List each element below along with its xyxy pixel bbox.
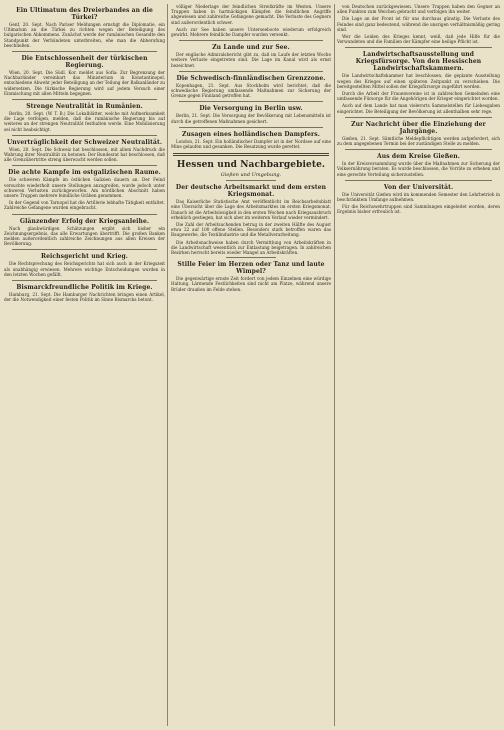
article-headline: Ein Ultimatum des Dreierbandes an die Türkei? bbox=[16, 7, 153, 21]
article-paragraph: Die Universität Gießen wird im kommenden Semester den Lehrbetrieb in beschränktem Umfange aufnehmen. bbox=[337, 191, 500, 203]
article-separator bbox=[345, 117, 492, 118]
article-paragraph: Das Kaiserliche Statistische Amt veröffentlicht im Reichsarbeitsblatt eine Übersicht über die Lage des Arbeitsmarktes im ersten Kriegsmonat. Danach ist die Arbeitslosigkeit in den ersten Wochen nach Kriegsausbruch erheblich gestiegen, hat sich aber im weiteren Verlauf wieder vermindert. bbox=[171, 199, 331, 220]
article-separator bbox=[226, 180, 276, 181]
article-paragraph: Nach glaubwürdigen Schätzungen ergibt sich bisher ein Zeichnungsergebnis, das alle Erwartungen übertrifft. Die großen Banken melden außerordentlich zahlreiche Zeichnungen aus allen Kreisen der Bevölkerung. bbox=[4, 225, 165, 247]
article-paragraph: Die Arbeitsnachweise haben durch Vermittlung von Arbeitskräften in die Landwirtschaft wesentlich zur Entlastung beigetragen. In zahlreichen Bezirken herrscht bereits wieder Mangel an Arbeitskräften. bbox=[171, 239, 331, 256]
article-paragraph: Auch zur See haben unsere Unterseeboote wiederum erfolgreich gewirkt. Mehrere feindliche Dampfer wurden versenkt. bbox=[171, 26, 331, 38]
article-separator bbox=[179, 101, 323, 102]
column-2 bbox=[171, 4, 331, 726]
article-paragraph: Der englische Admiralsbericht gibt zu, daß im Laufe der letzten Woche weitere Verluste eingetreten sind. Die Lage im Kanal wird als ernst bezeichnet. bbox=[171, 52, 331, 68]
article-paragraph: Die Landwirtschaftskammer hat beschlossen, die geplante Ausstellung wegen des Krieges auf einen späteren Zeitpunkt zu verschieben. Die bereitgestellten Mittel sollen der Kriegsfürsorge zugeführt werden. bbox=[337, 73, 500, 89]
article-paragraph: Hamburg, 21. Sept. Die Hamburger Nachrichten bringen einen Artikel, der die Notwendigkeit einer festen Politik im Sinne Bismarcks betont. bbox=[4, 292, 165, 303]
section-separator bbox=[173, 153, 329, 156]
article-paragraph: Die Lage an der Front ist für uns durchaus günstig. Die Verluste des Feindes sind ganz bedeutend, während die unsrigen verhältnismäßig gering sind. bbox=[337, 16, 500, 32]
section-headline: Hessen und Nachbargebiete. bbox=[176, 160, 326, 171]
article-headline: Die Entschlossenheit der türkischen Regierung. bbox=[21, 55, 148, 70]
article-separator bbox=[179, 127, 323, 128]
article-headline: Von der Universität. bbox=[383, 183, 454, 191]
article-paragraph: von Deutschen zurückgewiesen. Unsere Truppen haben den Gegner an allen Punkten zum Weichen gebracht und verfolgen ihn weiter. bbox=[337, 4, 500, 15]
article-paragraph: Kopenhagen, 21. Sept. Aus Stockholm wird berichtet, daß die schwedische Regierung umfassende Maßnahmen zur Sicherung der Grenze gegen Finnland getroffen hat. bbox=[171, 82, 331, 99]
article-paragraph: In der Gegend von Tarnopol hat die Artillerie lebhafte Tätigkeit entfaltet. Zahlreiche Gefangene wurden eingebracht. bbox=[4, 200, 165, 211]
section-subheadline: Gießen und Umgebung. bbox=[220, 172, 282, 179]
article-paragraph: Genf, 20. Sept. Nach Pariser Meldungen ernstigt die Diplomatie, ein Ultimatum an die Türkei zu richten wegen der Beteiligung des bulgarischen Abkommens. Zunächst werde der rumänischen Gesandte den Standpunkt der Verbündeten unterbreiten, ehe man die Abberufung beschließen. bbox=[4, 22, 165, 48]
article-headline: Aus dem Kreise Gießen. bbox=[377, 153, 460, 161]
article-paragraph: Durch die Arbeit der Frauenvereine ist in zahlreichen Gemeinden eine umfassende Fürsorge für die Angehörigen der Krieger eingerichtet worden. bbox=[337, 91, 500, 102]
column-rule bbox=[334, 4, 335, 726]
article-paragraph: Auch auf dem Lande hat man vielerorts Sammelstellen für Liebesgaben eingerichtet. Die Beteiligung der Bevölkerung ist allenthalben sehr rege. bbox=[337, 103, 500, 114]
article-separator bbox=[12, 99, 157, 100]
article-separator bbox=[345, 47, 492, 48]
article-paragraph: London, 21. Sept. Ein holländischer Dampfer ist in der Nordsee auf eine Mine gelaufen und gesunken. Die Besatzung wurde gerettet. bbox=[171, 138, 331, 150]
article-headline: Der deutsche Arbeitsmarkt und dem ersten Kriegsmonat. bbox=[175, 184, 327, 199]
article-paragraph: Berlin, 21. Sept. Die Versorgung der Bevölkerung mit Lebensmitteln ist durch die getroffenen Maßnahmen gesichert. bbox=[171, 113, 331, 124]
article-headline: Die Versorgung in Berlin usw. bbox=[199, 105, 303, 113]
article-paragraph: In der Kreisversammlung wurde über die Maßnahmen zur Sicherung der Volksernährung beraten. Es wurde beschlossen, die Vorräte zu erheben und eine gerechte Verteilung sicherzustellen. bbox=[337, 161, 500, 177]
article-headline: Bismarckfreundliche Politik im Kriege. bbox=[16, 284, 153, 292]
article-headline: Landwirtschaftsausstellung und Kriegsfürsorge. Von den Hessischen Landwirtschaftskammern. bbox=[355, 51, 482, 73]
article-paragraph: Die gegenwärtige ernste Zeit fordert von jedem Einzelnen eine würdige Haltung. Lärmende Festlichkeiten sind nicht am Platze, während unsere Brüder draußen im Felde stehen. bbox=[171, 276, 331, 292]
article-separator bbox=[12, 249, 157, 250]
article-headline: Zur Nachricht über die Einziehung der Jahrgänge. bbox=[351, 120, 486, 135]
article-paragraph: Die schweren Kämpfe im östlichen Galizien dauern an. Der Feind versuchte wiederholt unsere Stellungen anzugreifen, wurde jedoch unter schweren Verlusten zurückgeworfen. Am nördlichen Abschnitt haben unsere Truppen mehrere feindliche Gräben genommen. bbox=[4, 177, 165, 199]
article-separator bbox=[12, 135, 157, 136]
article-separator bbox=[12, 280, 157, 281]
article-separator bbox=[226, 257, 276, 258]
article-paragraph: Berlin, 20. Sept. (W. T. B.) Die Lokalblätter, welche mit Aufmerksamkeit die Lage verfolgen, melden, daß die rumänische Regierung bis auf weiteres an der strengen Neutralität festhalten werde. Eine Mobilisierung sei nicht beabsichtigt. bbox=[4, 111, 165, 132]
article-headline: Zu Lande und zur See. bbox=[212, 44, 290, 52]
article-separator bbox=[12, 214, 157, 215]
article-headline: Unverträglichkeit der Schweizer Neutralität. bbox=[6, 138, 163, 146]
article-paragraph: Für die Reichswehrtruppen sind Sammlungen eingeleitet worden, deren Ergebnis bisher erfreulich ist. bbox=[337, 204, 500, 215]
column-rule bbox=[167, 4, 168, 726]
article-separator bbox=[179, 71, 323, 72]
article-separator bbox=[345, 149, 492, 150]
article-paragraph: Gießen, 21. Sept. Sämtliche Meldepflichtigen werden aufgefordert, sich zu dem angegebenen Termin bei der zuständigen Stelle zu melden. bbox=[337, 135, 500, 147]
article-paragraph: Die Rechtsprechung des Reichsgerichts hat sich auch in der Kriegszeit als unabhängig erwiesen. Mehrere wichtige Entscheidungen wurden in den letzten Wochen gefällt. bbox=[4, 261, 165, 277]
article-headline: Zusagen eines holländischen Dampfers. bbox=[182, 130, 320, 138]
article-separator bbox=[12, 51, 157, 52]
article-headline: Strenge Neutralität in Rumänien. bbox=[26, 103, 143, 111]
article-separator bbox=[12, 165, 157, 166]
column-3 bbox=[337, 4, 500, 726]
article-separator bbox=[345, 180, 492, 181]
article-headline: Reichsgericht und Krieg. bbox=[41, 253, 128, 261]
article-headline: Glänzender Erfolg der Kriegsanleihe. bbox=[19, 217, 150, 225]
article-paragraph: Wer die Leiden des Krieges kennt, weiß, daß jede Hilfe für die Verwundeten und die Familien der Kämpfer eine heilige Pflicht ist. bbox=[337, 34, 500, 45]
article-headline: Stille Feier im Herzen oder Tanz und laute Wimpel? bbox=[177, 261, 325, 276]
article-paragraph: Wien, 20. Sept. Die Schweiz hat beschlossen, mit allem Nachdruck die Wahrung ihrer Neutralität zu betonen. Der Bundesrat hat beschlossen, daß alle Grenzübertritte streng überwacht werden sollen. bbox=[4, 146, 165, 163]
column-1 bbox=[4, 4, 165, 726]
article-paragraph: Die Zahl der Arbeitsuchenden betrug in der zweiten Hälfte des August etwa 22 auf 100 offene Stellen. Besonders stark betroffen waren das Baugewerbe, die Textilindustrie und die Metallverarbeitung. bbox=[171, 222, 331, 238]
article-headline: Die Schwedisch-finnländischen Grenzzone. bbox=[176, 74, 326, 82]
article-paragraph: Wien, 20. Sept. Die Südl. Kor. meldet aus Sofia: Zur Begrenzung der Nachbarländer vereinbart das Ministerium in Konstantinopel, entschiedene Abwehr jeder Beteiligung an der Teilung der Balkanländer zu widersetzen. Die türkische Regierung wird auf jedem Versuch einer Einmischung mit allen Mitteln begegnen. bbox=[4, 70, 165, 96]
article-paragraph: völliger Niederlage der feindlichen Streitkräfte im Westen. Unsere Truppen haben in hartnäckigen Kämpfen die feindlichen Angriffe abgewiesen und zahlreiche Gefangene gemacht. Die Verluste des Gegners sind außerordentlich schwer. bbox=[171, 4, 331, 25]
article-headline: Die achte Kampfe im ostgalizischen Raume. bbox=[8, 169, 161, 177]
article-separator bbox=[179, 40, 323, 41]
